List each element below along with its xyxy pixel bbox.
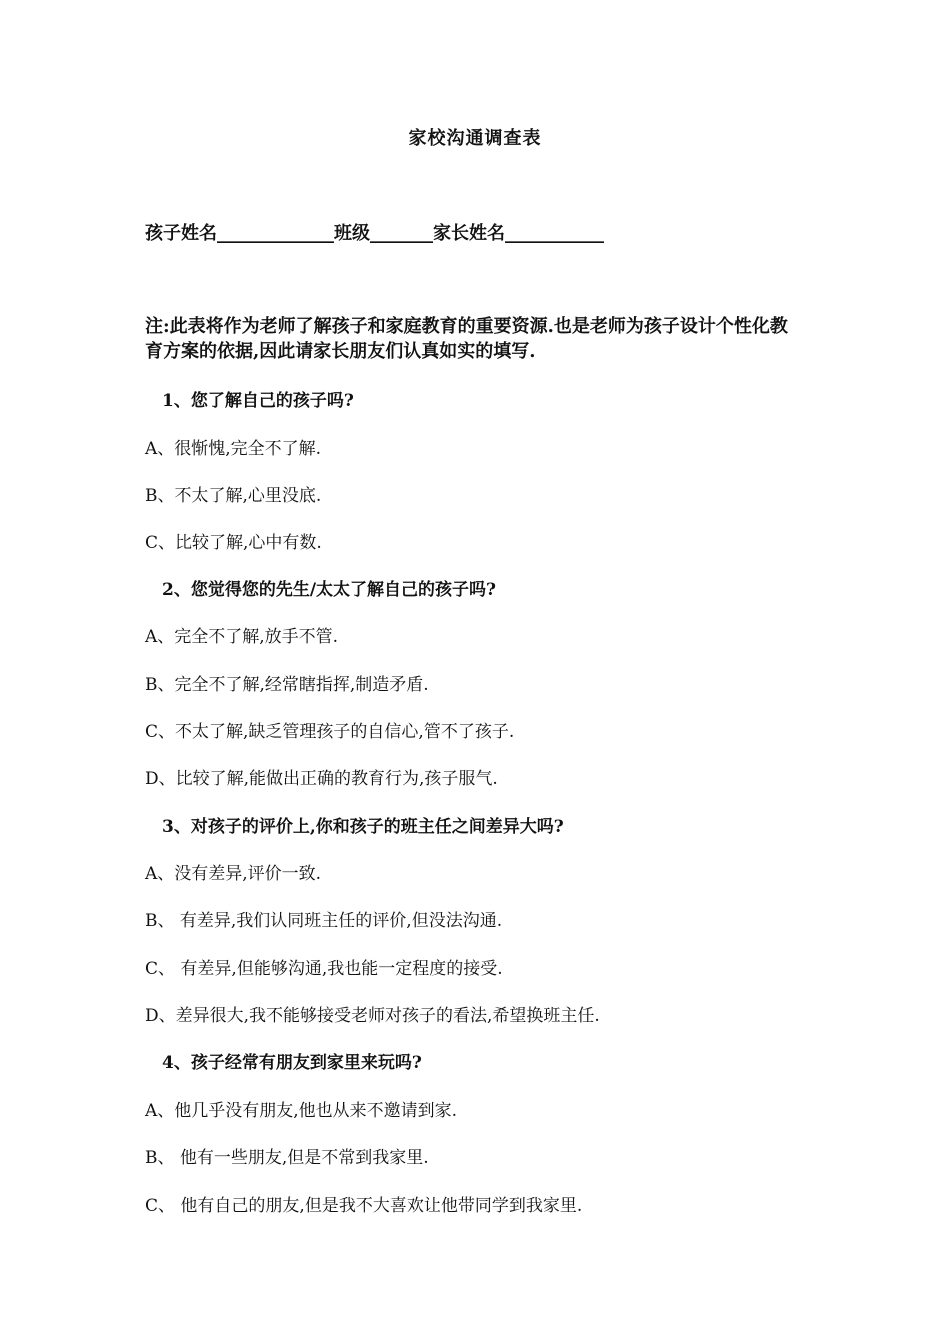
question-4: 4、孩子经常有朋友到家里来玩吗? bbox=[162, 1053, 422, 1073]
student-info-line: 孩子姓名_____________班级_______家长姓名___________ bbox=[145, 223, 604, 244]
q1-option-c: C、比较了解,心中有数. bbox=[145, 533, 322, 553]
q3-option-b: B、 有差异,我们认同班主任的评价,但没法沟通. bbox=[145, 911, 503, 931]
question-1: 1、您了解自己的孩子吗? bbox=[162, 391, 354, 411]
q2-option-d: D、比较了解,能做出正确的教育行为,孩子服气. bbox=[145, 769, 498, 789]
q2-option-a: A、完全不了解,放手不管. bbox=[145, 627, 339, 647]
q1-option-b: B、不太了解,心里没底. bbox=[145, 486, 322, 506]
question-3: 3、对孩子的评价上,你和孩子的班主任之间差异大吗? bbox=[162, 817, 564, 837]
q4-option-a: A、他几乎没有朋友,他也从来不邀请到家. bbox=[145, 1101, 458, 1121]
q2-option-b: B、完全不了解,经常瞎指挥,制造矛盾. bbox=[145, 675, 429, 695]
q4-option-b: B、 他有一些朋友,但是不常到我家里. bbox=[145, 1148, 429, 1168]
page-title: 家校沟通调查表 bbox=[408, 128, 542, 149]
q2-option-c: C、不太了解,缺乏管理孩子的自信心,管不了孩子. bbox=[145, 722, 515, 742]
question-2: 2、您觉得您的先生/太太了解自己的孩子吗? bbox=[162, 580, 496, 600]
q1-option-a: A、很惭愧,完全不了解. bbox=[145, 439, 322, 459]
q3-option-a: A、没有差异,评价一致. bbox=[145, 864, 322, 884]
q4-option-c: C、 他有自己的朋友,但是我不大喜欢让他带同学到我家里. bbox=[145, 1196, 583, 1216]
q3-option-d: D、差异很大,我不能够接受老师对孩子的看法,希望换班主任. bbox=[145, 1006, 600, 1026]
q3-option-c: C、 有差异,但能够沟通,我也能一定程度的接受. bbox=[145, 959, 503, 979]
instruction-note: 注:此表将作为老师了解孩子和家庭教育的重要资源.也是老师为孩子设计个性化教育方案的依据,因此请家长朋友们认真如实的填写. bbox=[145, 316, 788, 362]
